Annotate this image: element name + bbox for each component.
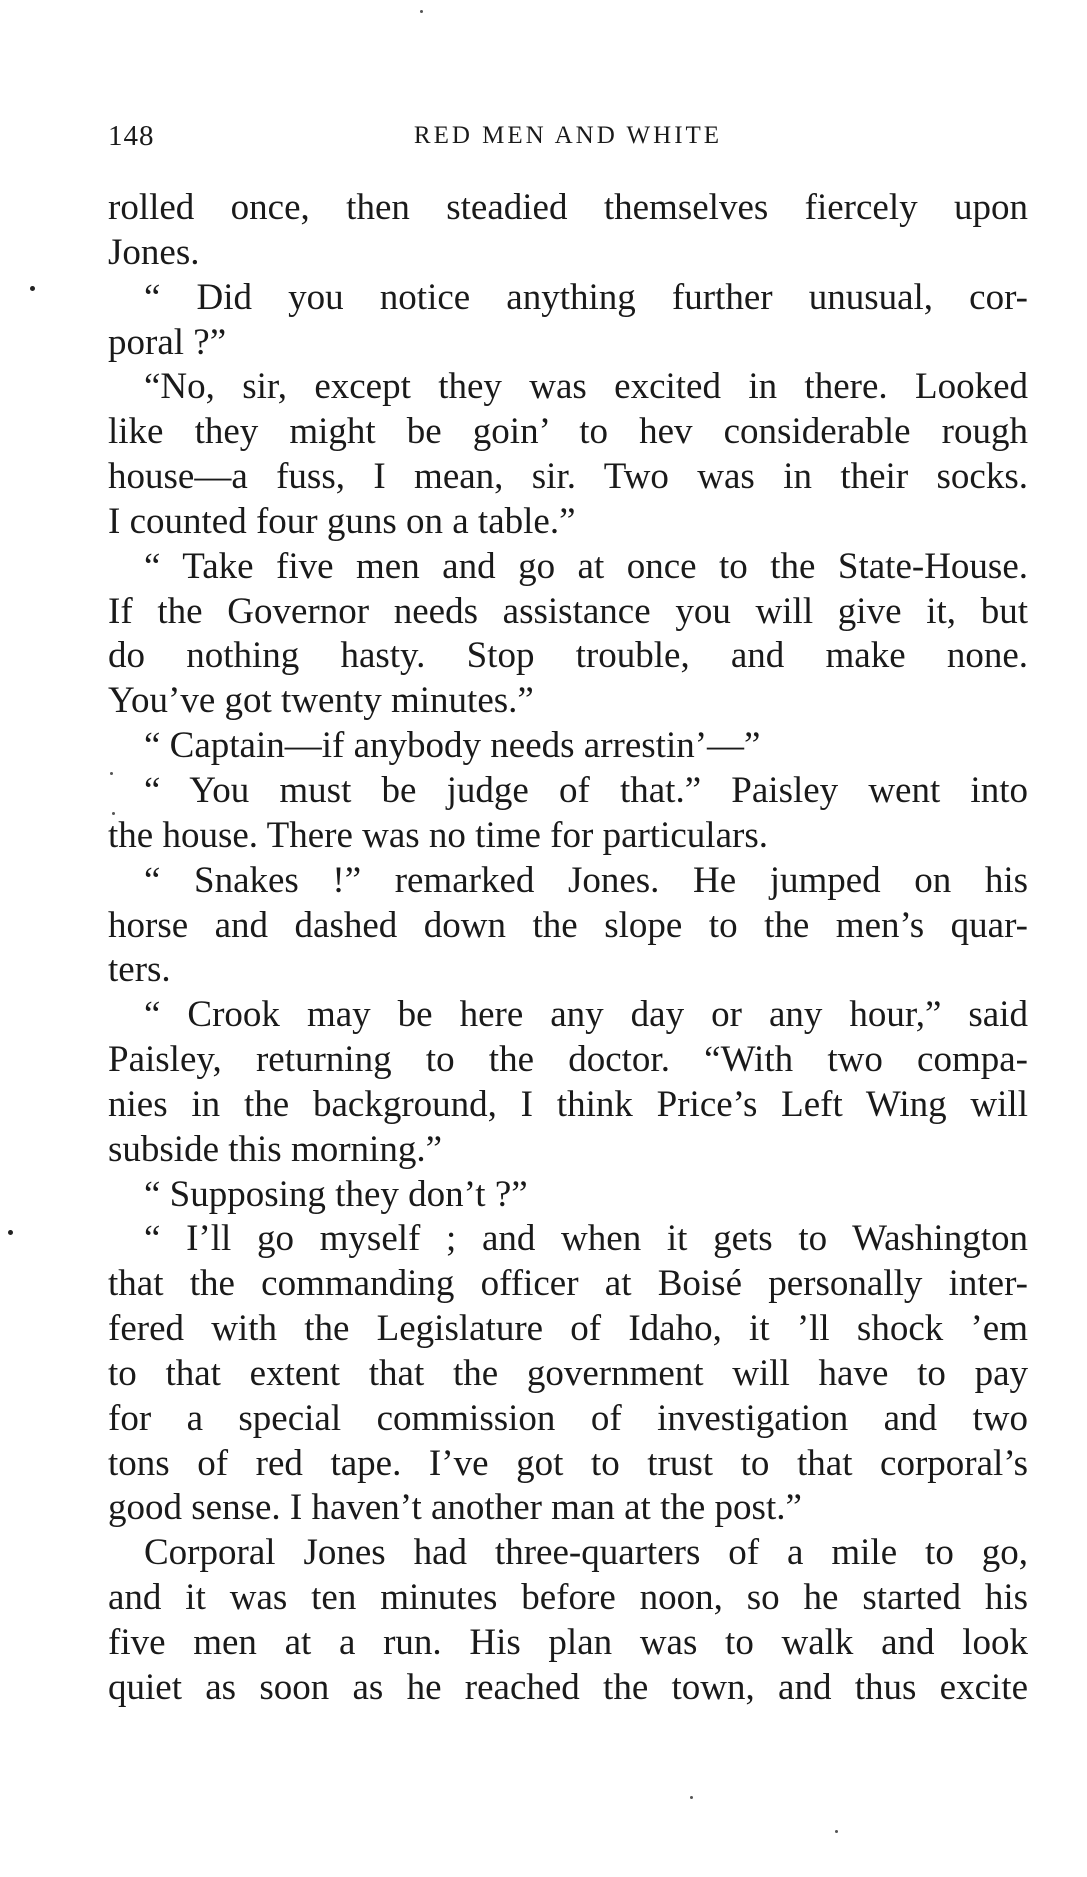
scan-speck [690,1796,693,1799]
text-line: Paisley, returning to the doctor. “With two compa- [108,1039,1028,1081]
running-title: RED MEN AND WHITE [413,122,723,149]
text-line: subside this morning.” [108,1128,443,1170]
text-line: quiet as soon as he reached the town, and thus excite [108,1666,1028,1708]
scan-speck [835,1830,838,1833]
text-line: ters. [108,949,171,991]
text-line: good sense. I haven’t another man at the post.” [108,1487,802,1529]
text-line: I counted four guns on a table.” [108,500,576,542]
running-head [108,120,1028,160]
text-line: “ Snakes !” remarked Jones. He jumped on his [144,859,1028,901]
body-text [108,186,1028,1711]
scan-speck [420,10,423,13]
page-number: 148 [108,120,155,152]
text-line: Jones. [108,231,200,273]
scan-speck [8,1230,13,1235]
text-line: “ I’ll go myself ; and when it gets to Washington [144,1218,1028,1260]
scan-speck [30,286,35,291]
text-line: nies in the background, I think Price’s Left Wing will [108,1083,1028,1125]
text-line: “ Crook may be here any day or any hour,” said [144,994,1028,1036]
scan-speck [110,772,113,775]
text-line: house—a fuss, I mean, sir. Two was in their socks. [108,456,1028,498]
text-line: rolled once, then steadied themselves fiercely upon [108,187,1028,228]
text-line: the house. There was no time for particulars. [108,814,768,856]
text-line: fered with the Legislature of Idaho, it ’ll shock ’em [108,1308,1028,1350]
text-line: and it was ten minutes before noon, so he started his [108,1577,1028,1619]
text-line: for a special commission of investigation and two [108,1397,1028,1439]
text-line: “No, sir, except they was excited in there. Looked [144,366,1028,408]
text-line: do nothing hasty. Stop trouble, and make none. [108,635,1028,677]
text-line: If the Governor needs assistance you will give it, but [108,590,1028,632]
text-line: that the commanding officer at Boisé personally inter- [108,1263,1028,1305]
scan-speck [112,812,115,815]
text-line: horse and dashed down the slope to the men’s quar- [108,904,1028,946]
text-line: five men at a run. His plan was to walk and look [108,1622,1028,1663]
text-line: “ You must be judge of that.” Paisley went into [144,769,1028,811]
text-line: poral ?” [108,321,227,363]
text-line: Corporal Jones had three-quarters of a mile to go, [144,1532,1028,1574]
text-line: “ Did you notice anything further unusual, cor- [144,276,1028,318]
text-line: tons of red tape. I’ve got to trust to that corporal’s [108,1442,1028,1484]
text-line: “ Captain—if anybody needs arrestin’—” [144,725,761,767]
text-line: “ Take five men and go at once to the State-House. [144,545,1028,587]
text-line: like they might be goin’ to hev considerable rough [108,411,1028,453]
text-line: “ Supposing they don’t ?” [144,1173,528,1215]
text-line: You’ve got twenty minutes.” [108,680,534,722]
text-line: to that extent that the government will have to pay [108,1352,1028,1394]
